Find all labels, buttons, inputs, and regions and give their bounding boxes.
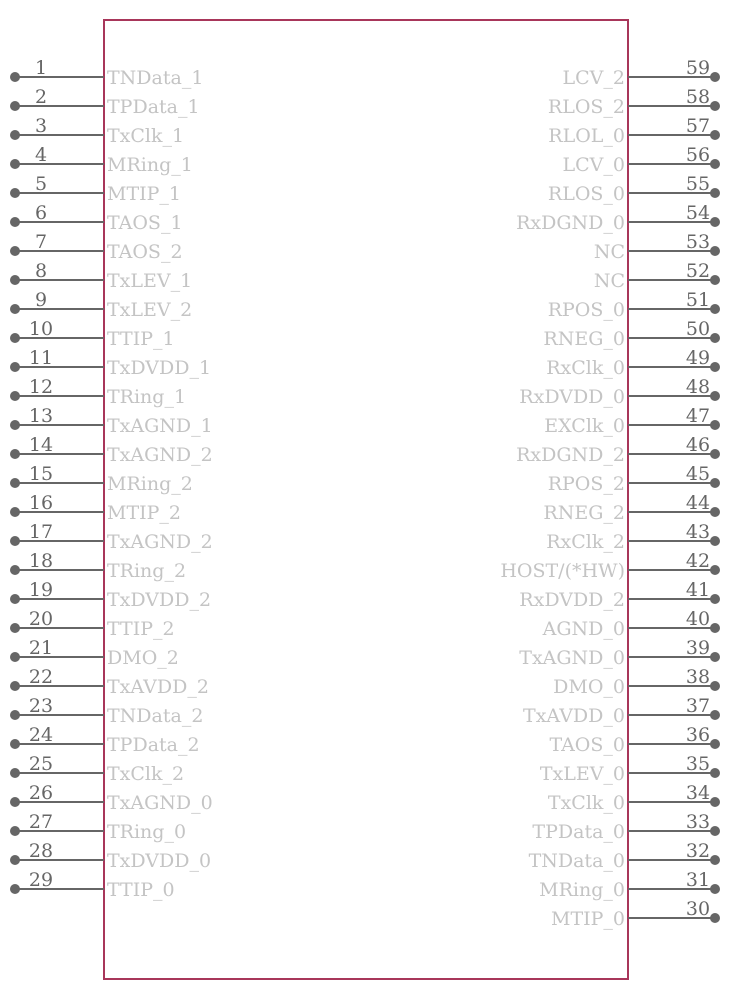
pin-label: TxAVDD_0 bbox=[523, 705, 625, 727]
pin-terminal-dot bbox=[710, 478, 720, 488]
pin-11 bbox=[10, 347, 211, 379]
pin-terminal-dot bbox=[10, 72, 20, 82]
pin-number: 56 bbox=[685, 144, 711, 166]
pin-terminal-dot bbox=[710, 188, 720, 198]
pin-label: RxDVDD_2 bbox=[519, 589, 625, 611]
pin-40 bbox=[542, 608, 720, 640]
pin-number: 28 bbox=[28, 840, 54, 862]
pin-terminal-dot bbox=[710, 565, 720, 575]
pin-number: 26 bbox=[28, 782, 54, 804]
pin-label: RLOL_0 bbox=[548, 125, 625, 147]
pin-55 bbox=[548, 173, 720, 205]
pin-label: RNEG_0 bbox=[543, 328, 625, 350]
pin-number: 29 bbox=[28, 869, 54, 891]
pin-label: RLOS_0 bbox=[547, 183, 625, 205]
pin-terminal-dot bbox=[10, 304, 20, 314]
pin-terminal-dot bbox=[710, 710, 720, 720]
pin-41 bbox=[519, 579, 720, 611]
pin-number: 10 bbox=[28, 318, 54, 340]
pin-terminal-dot bbox=[710, 130, 720, 140]
pin-label: TxDVDD_2 bbox=[107, 589, 212, 611]
pin-terminal-dot bbox=[710, 623, 720, 633]
pin-6 bbox=[10, 202, 183, 234]
pin-number: 24 bbox=[28, 724, 54, 746]
pin-label: TTIP_1 bbox=[107, 328, 175, 350]
pin-number: 1 bbox=[34, 57, 48, 79]
pin-number: 14 bbox=[28, 434, 54, 456]
pin-4 bbox=[10, 144, 193, 176]
pin-terminal-dot bbox=[10, 246, 20, 256]
pin-label: TxAGND_0 bbox=[519, 647, 625, 669]
pin-label: TRing_1 bbox=[107, 386, 187, 408]
pin-9 bbox=[10, 289, 192, 321]
pin-terminal-dot bbox=[10, 362, 20, 372]
pin-terminal-dot bbox=[10, 652, 20, 662]
pin-terminal-dot bbox=[710, 333, 720, 343]
pin-label: TxAVDD_2 bbox=[107, 676, 209, 698]
pin-terminal-dot bbox=[10, 565, 20, 575]
pin-56 bbox=[563, 144, 720, 176]
pin-28 bbox=[10, 840, 211, 872]
pin-label: TAOS_2 bbox=[107, 241, 183, 263]
pin-number: 40 bbox=[685, 608, 711, 630]
pin-terminal-dot bbox=[10, 884, 20, 894]
pin-label: MRing_2 bbox=[107, 473, 193, 495]
pin-number: 23 bbox=[28, 695, 54, 717]
pin-label: RxClk_0 bbox=[546, 357, 625, 379]
pin-label: TRing_0 bbox=[107, 821, 187, 843]
pin-number: 39 bbox=[685, 637, 711, 659]
pin-42 bbox=[500, 550, 720, 582]
pin-32 bbox=[529, 840, 720, 872]
pin-terminal-dot bbox=[710, 420, 720, 430]
pin-37 bbox=[523, 695, 720, 727]
pin-number: 58 bbox=[685, 86, 711, 108]
pin-label: RPOS_2 bbox=[547, 473, 625, 495]
pin-number: 12 bbox=[28, 376, 54, 398]
pin-label: TTIP_2 bbox=[107, 618, 175, 640]
pin-label: TTIP_0 bbox=[107, 879, 175, 901]
pin-53 bbox=[594, 231, 720, 263]
pin-57 bbox=[548, 115, 720, 147]
pin-13 bbox=[10, 405, 213, 437]
pin-terminal-dot bbox=[710, 652, 720, 662]
pin-22 bbox=[10, 666, 209, 698]
pin-number: 27 bbox=[28, 811, 54, 833]
pin-number: 16 bbox=[28, 492, 54, 514]
pin-terminal-dot bbox=[710, 159, 720, 169]
pin-terminal-dot bbox=[710, 768, 720, 778]
pin-label: RLOS_2 bbox=[547, 96, 625, 118]
pin-number: 45 bbox=[685, 463, 711, 485]
pin-12 bbox=[10, 376, 186, 408]
pin-number: 46 bbox=[685, 434, 711, 456]
pin-terminal-dot bbox=[10, 739, 20, 749]
pin-number: 20 bbox=[28, 608, 54, 630]
pin-terminal-dot bbox=[10, 449, 20, 459]
pin-number: 55 bbox=[685, 173, 711, 195]
pin-terminal-dot bbox=[10, 681, 20, 691]
pin-14 bbox=[10, 434, 213, 466]
pin-label: MRing_0 bbox=[539, 879, 625, 901]
pin-number: 44 bbox=[685, 492, 711, 514]
pin-52 bbox=[594, 260, 720, 292]
pin-31 bbox=[539, 869, 720, 901]
pin-terminal-dot bbox=[10, 159, 20, 169]
pin-15 bbox=[10, 463, 193, 495]
pin-18 bbox=[10, 550, 186, 582]
pin-terminal-dot bbox=[710, 826, 720, 836]
pin-number: 6 bbox=[34, 202, 48, 224]
pin-label: AGND_0 bbox=[542, 618, 625, 640]
pin-terminal-dot bbox=[10, 507, 20, 517]
pin-number: 48 bbox=[685, 376, 711, 398]
pin-number: 43 bbox=[685, 521, 711, 543]
pin-number: 30 bbox=[685, 898, 711, 920]
pin-number: 22 bbox=[28, 666, 54, 688]
pin-label: RxDVDD_0 bbox=[519, 386, 625, 408]
pin-label: DMO_2 bbox=[107, 647, 179, 669]
pin-label: TNData_0 bbox=[528, 850, 625, 872]
pin-label: TNData_2 bbox=[107, 705, 204, 727]
pin-54 bbox=[516, 202, 720, 234]
pin-label: EXClk_0 bbox=[544, 415, 625, 437]
pin-number: 57 bbox=[685, 115, 711, 137]
pin-20 bbox=[10, 608, 175, 640]
pin-terminal-dot bbox=[710, 449, 720, 459]
pin-terminal-dot bbox=[710, 855, 720, 865]
pin-label: NC bbox=[593, 270, 625, 292]
pin-number: 37 bbox=[685, 695, 711, 717]
pin-36 bbox=[549, 724, 720, 756]
pin-number: 38 bbox=[685, 666, 711, 688]
pin-number: 4 bbox=[34, 144, 48, 166]
pin-terminal-dot bbox=[710, 275, 720, 285]
pin-terminal-dot bbox=[10, 478, 20, 488]
pin-terminal-dot bbox=[10, 217, 20, 227]
pin-49 bbox=[546, 347, 720, 379]
pin-terminal-dot bbox=[710, 681, 720, 691]
pin-terminal-dot bbox=[710, 913, 720, 923]
pin-terminal-dot bbox=[10, 101, 20, 111]
pin-59 bbox=[563, 57, 720, 89]
pin-number: 41 bbox=[685, 579, 711, 601]
pin-terminal-dot bbox=[710, 594, 720, 604]
left-pin-group bbox=[10, 57, 213, 901]
pin-label: TxLEV_2 bbox=[107, 299, 193, 321]
pin-46 bbox=[516, 434, 720, 466]
pin-number: 59 bbox=[685, 57, 711, 79]
pin-number: 49 bbox=[685, 347, 711, 369]
pin-label: RxClk_2 bbox=[546, 531, 625, 553]
pin-8 bbox=[10, 260, 192, 292]
pin-number: 7 bbox=[34, 231, 48, 253]
pin-label: TxAGND_2 bbox=[107, 444, 213, 466]
pin-33 bbox=[532, 811, 720, 843]
pin-number: 50 bbox=[685, 318, 711, 340]
pin-terminal-dot bbox=[10, 536, 20, 546]
pin-label: LCV_0 bbox=[562, 154, 625, 176]
pin-number: 34 bbox=[685, 782, 711, 804]
pin-45 bbox=[548, 463, 720, 495]
pin-label: TNData_1 bbox=[107, 67, 204, 89]
pin-27 bbox=[10, 811, 186, 843]
pin-label: RNEG_2 bbox=[543, 502, 625, 524]
pin-terminal-dot bbox=[10, 130, 20, 140]
pin-number: 9 bbox=[34, 289, 48, 311]
pin-terminal-dot bbox=[710, 507, 720, 517]
pin-58 bbox=[548, 86, 720, 118]
pin-label: TAOS_0 bbox=[549, 734, 625, 756]
pin-47 bbox=[544, 405, 720, 437]
pin-1 bbox=[10, 57, 203, 89]
pin-number: 2 bbox=[34, 86, 48, 108]
pin-label: TxClk_2 bbox=[107, 763, 185, 785]
pin-terminal-dot bbox=[10, 275, 20, 285]
pin-26 bbox=[10, 782, 213, 814]
pin-19 bbox=[10, 579, 211, 611]
pin-terminal-dot bbox=[10, 594, 20, 604]
pin-29 bbox=[10, 869, 175, 901]
pin-terminal-dot bbox=[710, 797, 720, 807]
pin-label: MTIP_0 bbox=[550, 908, 625, 930]
pin-terminal-dot bbox=[710, 739, 720, 749]
pin-number: 13 bbox=[28, 405, 54, 427]
pin-number: 51 bbox=[685, 289, 711, 311]
pin-label: HOST/(*HW) bbox=[500, 560, 625, 582]
pin-terminal-dot bbox=[710, 304, 720, 314]
pin-48 bbox=[519, 376, 720, 408]
pin-35 bbox=[540, 753, 720, 785]
pin-number: 47 bbox=[685, 405, 711, 427]
pin-label: RxDGND_2 bbox=[516, 444, 625, 466]
pin-terminal-dot bbox=[10, 797, 20, 807]
pin-terminal-dot bbox=[710, 217, 720, 227]
pin-50 bbox=[543, 318, 720, 350]
pin-21 bbox=[10, 637, 179, 669]
pin-label: TxAGND_2 bbox=[107, 531, 213, 553]
pin-label: TPData_1 bbox=[107, 96, 200, 118]
pin-label: TRing_2 bbox=[107, 560, 187, 582]
pin-number: 54 bbox=[685, 202, 711, 224]
pin-terminal-dot bbox=[710, 536, 720, 546]
pin-44 bbox=[543, 492, 720, 524]
pin-label: TxAGND_1 bbox=[107, 415, 213, 437]
pin-number: 3 bbox=[34, 115, 48, 137]
pin-terminal-dot bbox=[10, 768, 20, 778]
pin-number: 15 bbox=[28, 463, 54, 485]
pin-label: TPData_2 bbox=[107, 734, 200, 756]
pin-number: 25 bbox=[28, 753, 54, 775]
pin-number: 11 bbox=[28, 347, 54, 369]
pin-34 bbox=[548, 782, 720, 814]
pin-number: 42 bbox=[685, 550, 711, 572]
pin-terminal-dot bbox=[10, 826, 20, 836]
pin-number: 52 bbox=[685, 260, 711, 282]
pin-label: DMO_0 bbox=[553, 676, 625, 698]
pin-7 bbox=[10, 231, 183, 263]
pin-terminal-dot bbox=[10, 623, 20, 633]
pin-23 bbox=[10, 695, 203, 727]
pin-terminal-dot bbox=[710, 72, 720, 82]
pin-terminal-dot bbox=[10, 855, 20, 865]
pin-terminal-dot bbox=[710, 884, 720, 894]
pin-label: TAOS_1 bbox=[107, 212, 183, 234]
pin-number: 32 bbox=[685, 840, 711, 862]
right-pin-group bbox=[500, 57, 720, 930]
pin-terminal-dot bbox=[710, 362, 720, 372]
pin-label: TxClk_0 bbox=[547, 792, 625, 814]
pin-51 bbox=[548, 289, 720, 321]
pin-number: 31 bbox=[685, 869, 711, 891]
pin-label: RPOS_0 bbox=[547, 299, 625, 321]
pin-number: 36 bbox=[685, 724, 711, 746]
pin-number: 8 bbox=[34, 260, 48, 282]
pin-number: 33 bbox=[685, 811, 711, 833]
pin-terminal-dot bbox=[10, 188, 20, 198]
pin-number: 21 bbox=[28, 637, 54, 659]
pin-17 bbox=[10, 521, 213, 553]
pin-label: RxDGND_0 bbox=[516, 212, 625, 234]
pin-number: 19 bbox=[28, 579, 54, 601]
pin-terminal-dot bbox=[710, 391, 720, 401]
pin-terminal-dot bbox=[710, 101, 720, 111]
pin-terminal-dot bbox=[10, 391, 20, 401]
pin-number: 17 bbox=[28, 521, 54, 543]
pin-number: 18 bbox=[28, 550, 54, 572]
pin-label: TxClk_1 bbox=[107, 125, 185, 147]
pin-number: 53 bbox=[685, 231, 711, 253]
pin-3 bbox=[10, 115, 184, 147]
pin-terminal-dot bbox=[10, 333, 20, 343]
pin-30 bbox=[551, 898, 720, 930]
pin-25 bbox=[10, 753, 184, 785]
pin-39 bbox=[519, 637, 720, 669]
pin-label: TxLEV_1 bbox=[107, 270, 193, 292]
pin-16 bbox=[10, 492, 181, 524]
pin-number: 35 bbox=[685, 753, 711, 775]
pin-label: MRing_1 bbox=[107, 154, 193, 176]
pin-label: NC bbox=[593, 241, 625, 263]
pin-43 bbox=[546, 521, 720, 553]
pin-label: MTIP_1 bbox=[107, 183, 182, 205]
pin-label: TPData_0 bbox=[532, 821, 625, 843]
pin-label: TxDVDD_0 bbox=[107, 850, 212, 872]
pin-terminal-dot bbox=[710, 246, 720, 256]
pin-terminal-dot bbox=[10, 420, 20, 430]
pin-label: LCV_2 bbox=[562, 67, 625, 89]
pin-label: MTIP_2 bbox=[107, 502, 182, 524]
pin-terminal-dot bbox=[10, 710, 20, 720]
pin-label: TxDVDD_1 bbox=[107, 357, 212, 379]
pin-label: TxLEV_0 bbox=[539, 763, 625, 785]
pin-number: 5 bbox=[34, 173, 48, 195]
pin-38 bbox=[553, 666, 720, 698]
pin-10 bbox=[10, 318, 175, 350]
pin-5 bbox=[10, 173, 181, 205]
pin-label: TxAGND_0 bbox=[107, 792, 213, 814]
